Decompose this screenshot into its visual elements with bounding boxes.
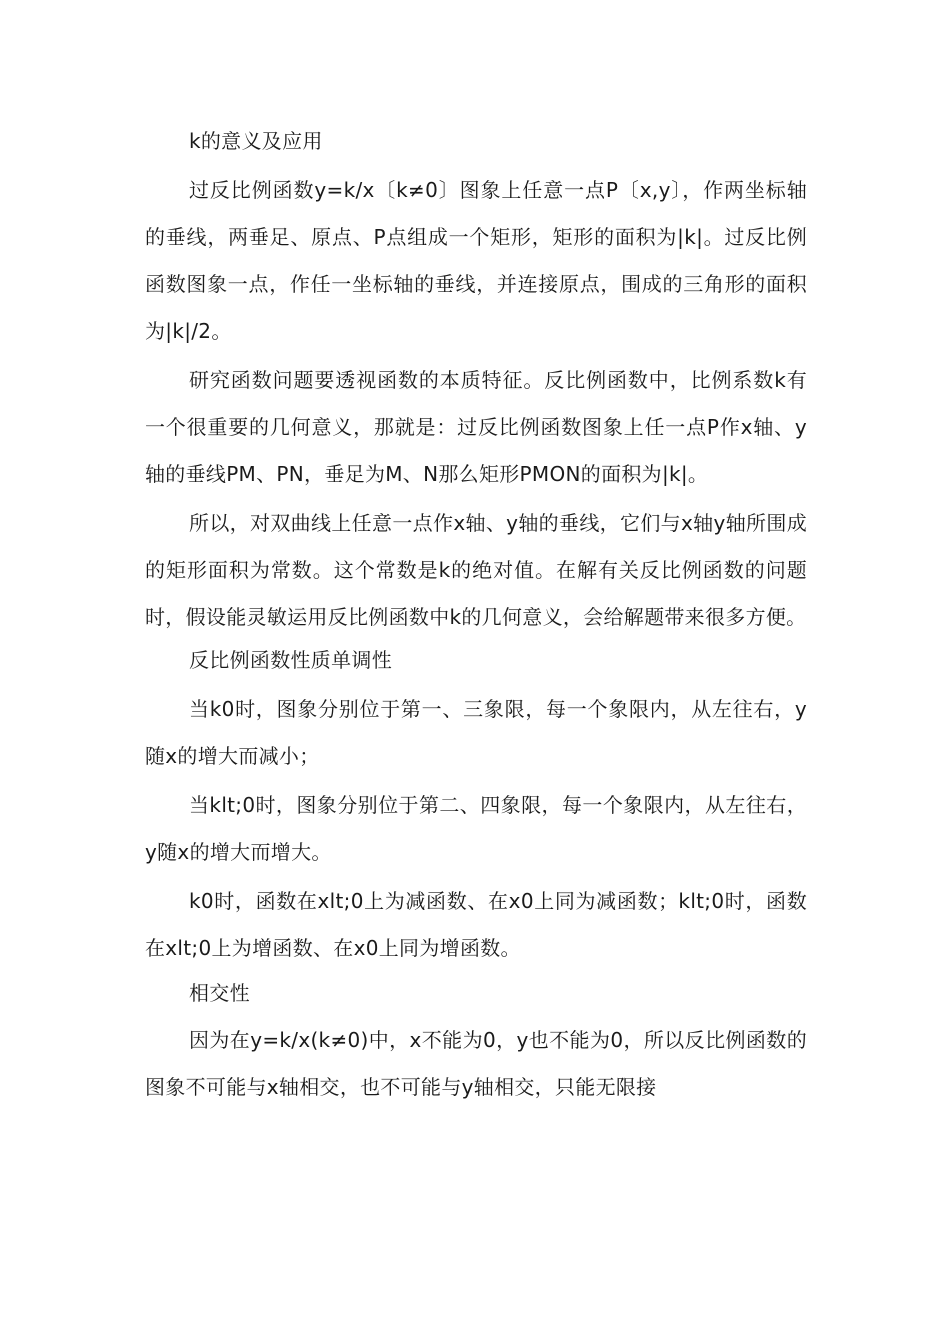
document-body	[145, 118, 807, 1111]
section-heading-monotonicity: 反比例函数性质单调性	[189, 648, 392, 672]
paragraph-k-geometric-meaning: 研究函数问题要透视函数的本质特征。反比例函数中，比例系数k有一个很重要的几何意义，那就是：过反比例函数图象上任一点P作x轴、y轴的垂线PM、PN，垂足为M、N那么矩形PMON的面积为|k|。	[145, 368, 807, 486]
paragraph-k-negative: 当klt;0时，图象分别位于第二、四象限，每一个象限内，从左往右，y随x的增大而增大。	[145, 793, 807, 864]
paragraph-k-area: 过反比例函数y=k/x〔k≠0〕图象上任意一点P〔x,y〕，作两坐标轴的垂线，两垂足、原点、P点组成一个矩形，矩形的面积为|k|。过反比例函数图象一点，作任一坐标轴的垂线，并连接原点，围成的三角形的面积为|k|/2。	[145, 178, 807, 343]
paragraph-k-summary: k0时，函数在xlt;0上为减函数、在x0上同为减函数；klt;0时，函数在xlt;0上为增函数、在x0上同为增函数。	[145, 889, 807, 960]
section-heading-k-meaning: k的意义及应用	[189, 129, 323, 153]
section-heading-intersection: 相交性	[189, 981, 250, 1005]
paragraph-intersection: 因为在y=k/x(k≠0)中，x不能为0，y也不能为0，所以反比例函数的图象不可能与x轴相交，也不可能与y轴相交，只能无限接	[145, 1028, 807, 1099]
paragraph-k-positive: 当k0时，图象分别位于第一、三象限，每一个象限内，从左往右，y随x的增大而减小；	[145, 697, 807, 768]
paragraph-k-constant: 所以，对双曲线上任意一点作x轴、y轴的垂线，它们与x轴y轴所围成的矩形面积为常数。这个常数是k的绝对值。在解有关反比例函数的问题时，假设能灵敏运用反比例函数中k的几何意义，会给解题带来很多方便。	[145, 511, 807, 629]
